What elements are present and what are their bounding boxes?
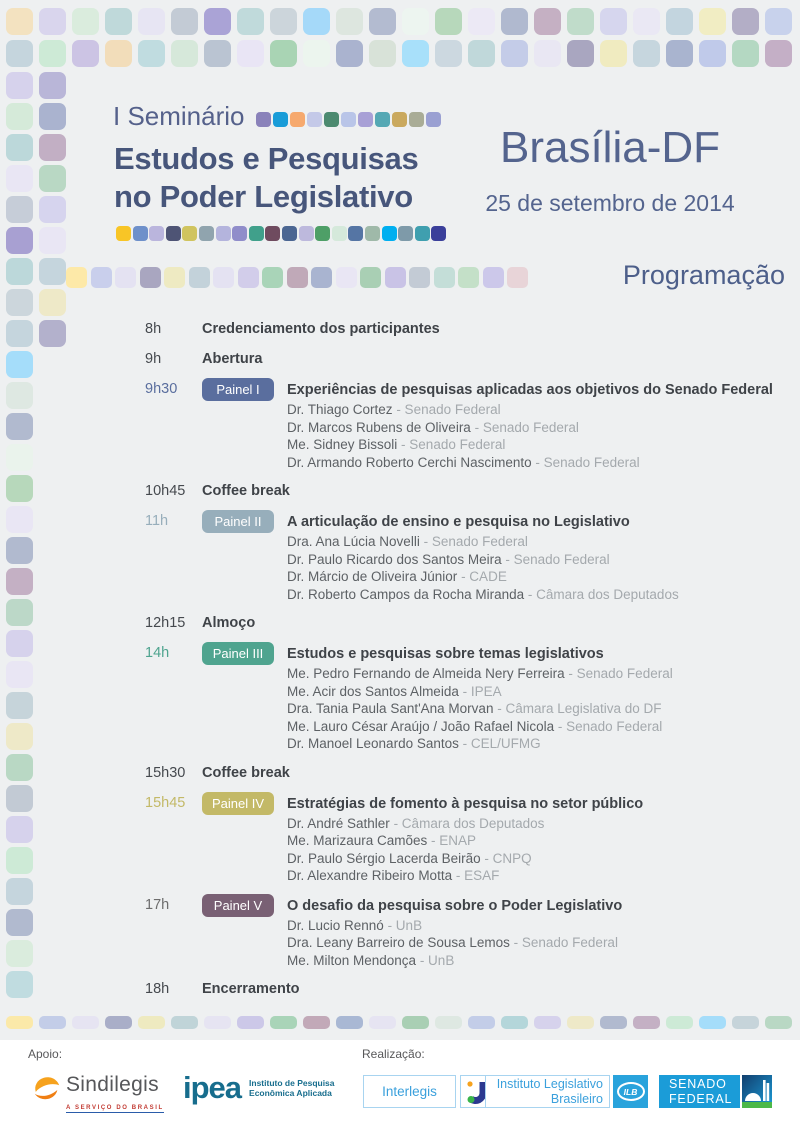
schedule-row [145, 612, 790, 632]
realizacao-label: Realização: [362, 1047, 425, 1061]
programacao-strip-tile [262, 267, 283, 288]
bottom-strip-tile [171, 1016, 198, 1029]
ipea-desc-line1: Instituto de Pesquisa [249, 1078, 335, 1088]
bottom-strip-tile [468, 1016, 495, 1029]
schedule-time: 9h [145, 351, 162, 367]
ipea-desc-line2: Econômica Aplicada [249, 1088, 332, 1098]
senado-line2: FEDERAL [669, 1091, 733, 1106]
top-row-1-tile [699, 8, 726, 35]
programacao-strip-tile [140, 267, 161, 288]
schedule-time: 18h [145, 981, 170, 997]
session-title: A articulação de ensino e pesquisa no Legislativo [287, 514, 630, 530]
ipea-logo [183, 1070, 335, 1105]
top-row-2-tile [303, 40, 330, 67]
speaker-line [287, 419, 790, 437]
title-strip-bottom-tile [265, 226, 280, 241]
left-col-1-tile [6, 196, 33, 223]
congress-emblem-icon [742, 1075, 772, 1108]
left-col-1-tile [6, 258, 33, 285]
speaker-name: Dr. Marcos Rubens de Oliveira [287, 419, 471, 435]
speaker-org: - CADE [457, 569, 507, 584]
speaker-name: Dr. Paulo Ricardo dos Santos Meira [287, 551, 502, 567]
left-col-1-tile [6, 909, 33, 936]
schedule-row [145, 348, 790, 368]
panel-badge: Painel IV [202, 792, 274, 815]
session-title: Experiências de pesquisas aplicadas aos objetivos do Senado Federal [287, 382, 773, 398]
session-title: Coffee break [202, 764, 290, 781]
speaker-org: - Senado Federal [564, 666, 673, 681]
speaker-line [287, 551, 790, 569]
programacao-strip-tile [91, 267, 112, 288]
left-col-1-tile [6, 661, 33, 688]
bottom-strip-tile [6, 1016, 33, 1029]
left-col-2-tile [39, 165, 66, 192]
left-col-1-tile [6, 847, 33, 874]
session-title: Estudos e pesquisas sobre temas legislativos [287, 646, 604, 662]
interlegis-name: Interlegis [382, 1084, 437, 1099]
speaker-line [287, 917, 790, 935]
left-col-1-tile [6, 165, 33, 192]
title-strip-top-tile [409, 112, 424, 127]
bottom-strip-tile [336, 1016, 363, 1029]
speaker-line [287, 815, 790, 833]
left-col-1-tile [6, 630, 33, 657]
speaker-name: Dr. Thiago Cortez [287, 402, 393, 417]
title-strip-bottom-tile [315, 226, 330, 241]
top-row-2-tile [369, 40, 396, 67]
top-row-1-tile [633, 8, 660, 35]
ilb-name-line2: Brasileiro [550, 1091, 603, 1106]
left-col-1-tile [6, 692, 33, 719]
panel-content [287, 510, 790, 603]
speaker-name: Me. Pedro Fernando de Almeida Nery Ferreira [287, 666, 565, 681]
top-row-1-tile [270, 8, 297, 35]
speaker-line [287, 586, 790, 604]
speaker-org: - IPEA [458, 683, 502, 699]
top-row-2-tile [633, 40, 660, 67]
left-col-1-tile [6, 134, 33, 161]
top-row-1-tile [39, 8, 66, 35]
title-strip-bottom-tile [431, 226, 446, 241]
panel-content [287, 642, 790, 753]
bottom-strip-tile [732, 1016, 759, 1029]
speaker-name: Dr. Paulo Sérgio Lacerda Beirão [287, 850, 481, 866]
speaker-org: - Câmara dos Deputados [524, 586, 679, 602]
left-col-1-tile [6, 785, 33, 812]
ilb-name-line1: Instituto Legislativo [496, 1076, 603, 1091]
left-col-1-tile [6, 723, 33, 750]
speaker-line [287, 683, 790, 701]
bottom-strip-tile [39, 1016, 66, 1029]
interlegis-logo [363, 1075, 456, 1108]
speaker-org: - UnB [416, 952, 455, 968]
event-location: Brasília-DF [499, 123, 721, 172]
speaker-org: - Senado Federal [501, 551, 610, 567]
speaker-name: Dr. Manoel Leonardo Santos [287, 736, 459, 751]
left-col-1-tile [6, 940, 33, 967]
top-row-2-tile [600, 40, 627, 67]
left-col-1-tile [6, 289, 33, 316]
top-row-2-tile [6, 40, 33, 67]
session-title: Estratégias de fomento à pesquisa no setor público [287, 795, 644, 812]
top-row-1-tile [732, 8, 759, 35]
left-col-1-tile [6, 227, 33, 254]
speaker-org: - Senado Federal [419, 534, 528, 549]
bottom-strip-tile [534, 1016, 561, 1029]
session-title: Coffee break [202, 483, 290, 499]
schedule-time: 15h30 [145, 764, 186, 781]
speaker-line [287, 850, 790, 868]
bottom-strip-tile [666, 1016, 693, 1029]
panel-badge: Painel V [202, 894, 274, 917]
ilb-badge-icon [613, 1075, 648, 1108]
title-strip-top-tile [324, 112, 339, 127]
bottom-strip-tile [699, 1016, 726, 1029]
top-row-2-tile [336, 40, 363, 67]
left-col-2-tile [39, 72, 66, 99]
schedule-list [145, 318, 790, 1008]
programacao-strip-tile [189, 267, 210, 288]
section-title: Programação [622, 260, 785, 290]
panel-content [287, 792, 790, 885]
page-title-line2: no Poder Legislativo [114, 179, 413, 214]
top-row-2-tile [72, 40, 99, 67]
schedule-row [145, 378, 790, 471]
panel-badge: Painel II [202, 510, 274, 533]
programacao-strip-tile [238, 267, 259, 288]
schedule-time: 12h15 [145, 615, 186, 631]
programacao-strip-tile [360, 267, 381, 288]
left-col-2-tile [39, 289, 66, 316]
top-row-1-tile [72, 8, 99, 35]
senado-line1: SENADO [669, 1076, 727, 1091]
programacao-strip-tile [385, 267, 406, 288]
speaker-name: Dr. Alexandre Ribeiro Motta [287, 868, 453, 883]
bottom-strip-tile [303, 1016, 330, 1029]
schedule-time: 11h [145, 513, 169, 529]
programacao-strip-tile [66, 267, 87, 288]
programacao-strip-tile [287, 267, 308, 288]
speaker-org: - Câmara Legislativa do DF [493, 701, 662, 716]
title-strip-top-tile [341, 112, 356, 127]
schedule-row [145, 978, 790, 998]
schedule-time: 15h45 [145, 794, 186, 811]
speaker-line [287, 665, 790, 683]
speaker-org: - ESAF [452, 868, 500, 883]
speaker-name: Dr. Lucio Rennó [287, 917, 384, 933]
speaker-line [287, 934, 790, 952]
schedule-time: 17h [145, 896, 170, 913]
left-col-1-tile [6, 382, 33, 409]
left-col-2-tile [39, 258, 66, 285]
top-row-2-tile [732, 40, 759, 67]
top-row-1-tile [534, 8, 561, 35]
title-strip-bottom-tile [348, 226, 363, 241]
programacao-strip-tile [213, 267, 234, 288]
left-col-1-tile [6, 351, 33, 378]
title-strip-bottom-tile [232, 226, 247, 241]
ilb-badge-text: ILB [617, 1082, 645, 1101]
bottom-strip-tile [105, 1016, 132, 1029]
session-title: Abertura [202, 351, 263, 367]
bottom-strip-tile [402, 1016, 429, 1029]
title-strip-bottom-tile [133, 226, 148, 241]
speaker-org: - Senado Federal [392, 402, 501, 417]
left-col-1-tile [6, 537, 33, 564]
title-strip-top-tile [273, 112, 288, 127]
schedule-row [145, 318, 790, 338]
programacao-strip-tile [409, 267, 430, 288]
top-row-2-tile [567, 40, 594, 67]
top-row-2-tile [501, 40, 528, 67]
schedule-time: 9h30 [145, 381, 178, 397]
left-col-1-tile [6, 444, 33, 471]
schedule-time: 10h45 [145, 483, 186, 499]
top-row-2-tile [138, 40, 165, 67]
top-row-2-tile [765, 40, 792, 67]
top-row-1-tile [369, 8, 396, 35]
session-title: O desafio da pesquisa sobre o Poder Legislativo [287, 897, 623, 914]
speaker-org: - CEL/UFMG [458, 736, 541, 751]
speaker-name: Me. Lauro César Araújo / João Rafael Nicola [287, 718, 555, 734]
title-strip-bottom-tile [415, 226, 430, 241]
title-strip-top-tile [375, 112, 390, 127]
schedule-time: 14h [145, 645, 170, 661]
title-strip-bottom-tile [382, 226, 397, 241]
left-col-1-tile [6, 413, 33, 440]
bottom-strip-tile [435, 1016, 462, 1029]
apoio-label: Apoio: [28, 1047, 63, 1061]
top-row-1-tile [303, 8, 330, 35]
top-row-2-tile [270, 40, 297, 67]
bottom-strip-tile [567, 1016, 594, 1029]
top-row-1-tile [171, 8, 198, 35]
left-col-2-tile [39, 196, 66, 223]
speaker-name: Dr. André Sathler [287, 815, 390, 831]
title-strip-top-tile [426, 112, 441, 127]
speaker-org: - ENAP [427, 833, 477, 848]
top-row-2-tile [237, 40, 264, 67]
top-row-2-tile [534, 40, 561, 67]
speaker-line [287, 454, 790, 472]
speaker-org: - CNPQ [480, 850, 532, 866]
speaker-line [287, 568, 790, 586]
speaker-name: Dra. Ana Lúcia Novelli [287, 534, 420, 549]
sindilegis-swoosh-icon [32, 1074, 62, 1109]
top-row-1-tile [204, 8, 231, 35]
left-col-1-tile [6, 475, 33, 502]
title-strip-bottom-tile [116, 226, 131, 241]
speaker-org: - Senado Federal [397, 437, 506, 452]
top-row-1-tile [468, 8, 495, 35]
event-date: 25 de setembro de 2014 [485, 190, 735, 216]
schedule-row [145, 642, 790, 753]
schedule-row [145, 480, 790, 500]
left-col-2-tile [39, 103, 66, 130]
left-col-1-tile [6, 754, 33, 781]
programacao-strip-tile [115, 267, 136, 288]
top-row-1-tile [501, 8, 528, 35]
schedule-row [145, 894, 790, 970]
speaker-org: - Senado Federal [470, 419, 579, 435]
left-col-1-tile [6, 320, 33, 347]
title-strip-bottom-tile [149, 226, 164, 241]
title-strip-bottom-tile [398, 226, 413, 241]
title-strip-bottom-tile [249, 226, 264, 241]
sindilegis-name: Sindilegis [66, 1073, 159, 1096]
top-row-1-tile [567, 8, 594, 35]
programacao-strip-tile [434, 267, 455, 288]
sindilegis-tagline: A SERVIÇO DO BRASIL [66, 1105, 164, 1111]
speaker-line [287, 832, 790, 850]
top-row-1-tile [666, 8, 693, 35]
session-title: Credenciamento dos participantes [202, 321, 440, 337]
footer [0, 1040, 800, 1131]
title-strip-bottom-tile [365, 226, 380, 241]
speaker-name: Me. Milton Mendonça [287, 952, 417, 968]
speaker-org: - Senado Federal [554, 718, 663, 734]
title-strip-bottom-tile [216, 226, 231, 241]
speaker-name: Me. Acir dos Santos Almeida [287, 683, 459, 699]
ilb-logo [485, 1075, 610, 1108]
top-row-2-tile [468, 40, 495, 67]
programacao-strip-tile [311, 267, 332, 288]
page-title-line1: Estudos e Pesquisas [114, 141, 419, 176]
top-row-1-tile [336, 8, 363, 35]
speaker-line [287, 867, 790, 885]
left-col-1-tile [6, 599, 33, 626]
top-row-1-tile [105, 8, 132, 35]
left-col-1-tile [6, 506, 33, 533]
speaker-line [287, 401, 790, 419]
top-row-2-tile [105, 40, 132, 67]
session-title: Almoço [202, 615, 256, 631]
senado-federal-logo [659, 1075, 740, 1108]
top-row-2-tile [171, 40, 198, 67]
top-row-1-tile [6, 8, 33, 35]
panel-content [287, 894, 790, 970]
bottom-strip-tile [237, 1016, 264, 1029]
left-col-1-tile [6, 878, 33, 905]
session-title: Encerramento [202, 981, 300, 997]
top-row-2-tile [699, 40, 726, 67]
title-strip-bottom-tile [182, 226, 197, 241]
title-strip-top-tile [256, 112, 271, 127]
top-row-1-tile [765, 8, 792, 35]
left-col-1-tile [6, 971, 33, 998]
speaker-org: - UnB [383, 917, 423, 933]
title-strip-top-tile [290, 112, 305, 127]
speaker-name: Me. Marizaura Camões [287, 833, 428, 848]
speaker-line [287, 700, 790, 718]
speaker-line [287, 533, 790, 551]
title-strip-bottom-tile [282, 226, 297, 241]
top-row-2-tile [204, 40, 231, 67]
left-col-1-tile [6, 568, 33, 595]
title-strip-top-tile [307, 112, 322, 127]
title-strip-top-tile [392, 112, 407, 127]
left-col-1-tile [6, 816, 33, 843]
left-col-1-tile [6, 72, 33, 99]
programacao-strip-tile [164, 267, 185, 288]
ipea-wordmark: ipea [183, 1070, 242, 1105]
schedule-row [145, 762, 790, 782]
top-row-1-tile [138, 8, 165, 35]
schedule-row [145, 792, 790, 885]
title-strip-bottom-tile [332, 226, 347, 241]
title-strip-top-tile [358, 112, 373, 127]
bottom-strip-tile [270, 1016, 297, 1029]
speaker-name: Dr. Márcio de Oliveira Júnior [287, 569, 458, 584]
top-row-1-tile [600, 8, 627, 35]
bottom-strip-tile [369, 1016, 396, 1029]
bottom-strip-tile [501, 1016, 528, 1029]
top-row-2-tile [39, 40, 66, 67]
top-row-2-tile [666, 40, 693, 67]
panel-content [287, 378, 790, 471]
speaker-org: - Senado Federal [509, 935, 618, 950]
panel-badge: Painel III [202, 642, 274, 665]
speaker-org: - Senado Federal [531, 454, 640, 470]
bottom-strip-tile [633, 1016, 660, 1029]
bottom-strip-tile [138, 1016, 165, 1029]
speaker-line [287, 436, 790, 454]
speaker-name: Dra. Leany Barreiro de Sousa Lemos [287, 935, 510, 950]
bottom-strip-tile [204, 1016, 231, 1029]
bottom-strip-tile [600, 1016, 627, 1029]
left-col-1-tile [6, 103, 33, 130]
sindilegis-logo [32, 1074, 164, 1114]
panel-badge: Painel I [202, 378, 274, 401]
left-col-2-tile [39, 134, 66, 161]
left-col-2-tile [39, 227, 66, 254]
top-row-1-tile [402, 8, 429, 35]
speaker-line [287, 952, 790, 970]
title-strip-bottom-tile [166, 226, 181, 241]
programacao-strip-tile [336, 267, 357, 288]
top-row-1-tile [237, 8, 264, 35]
schedule-time: 8h [145, 321, 162, 337]
bottom-strip-tile [72, 1016, 99, 1029]
title-strip-bottom-tile [299, 226, 314, 241]
speaker-line [287, 718, 790, 736]
speaker-name: Dr. Roberto Campos da Rocha Miranda [287, 586, 525, 602]
top-row-2-tile [435, 40, 462, 67]
schedule-row [145, 510, 790, 603]
left-col-2-tile [39, 320, 66, 347]
speaker-name: Dr. Armando Roberto Cerchi Nascimento [287, 454, 532, 470]
speaker-name: Me. Sidney Bissoli [287, 437, 398, 452]
bottom-strip-tile [765, 1016, 792, 1029]
series-label: I Seminário [113, 101, 245, 131]
title-strip-bottom-tile [199, 226, 214, 241]
speaker-line [287, 735, 790, 753]
top-row-2-tile [402, 40, 429, 67]
speaker-org: - Câmara dos Deputados [389, 815, 545, 831]
speaker-name: Dra. Tania Paula Sant'Ana Morvan [287, 701, 494, 716]
top-row-1-tile [435, 8, 462, 35]
